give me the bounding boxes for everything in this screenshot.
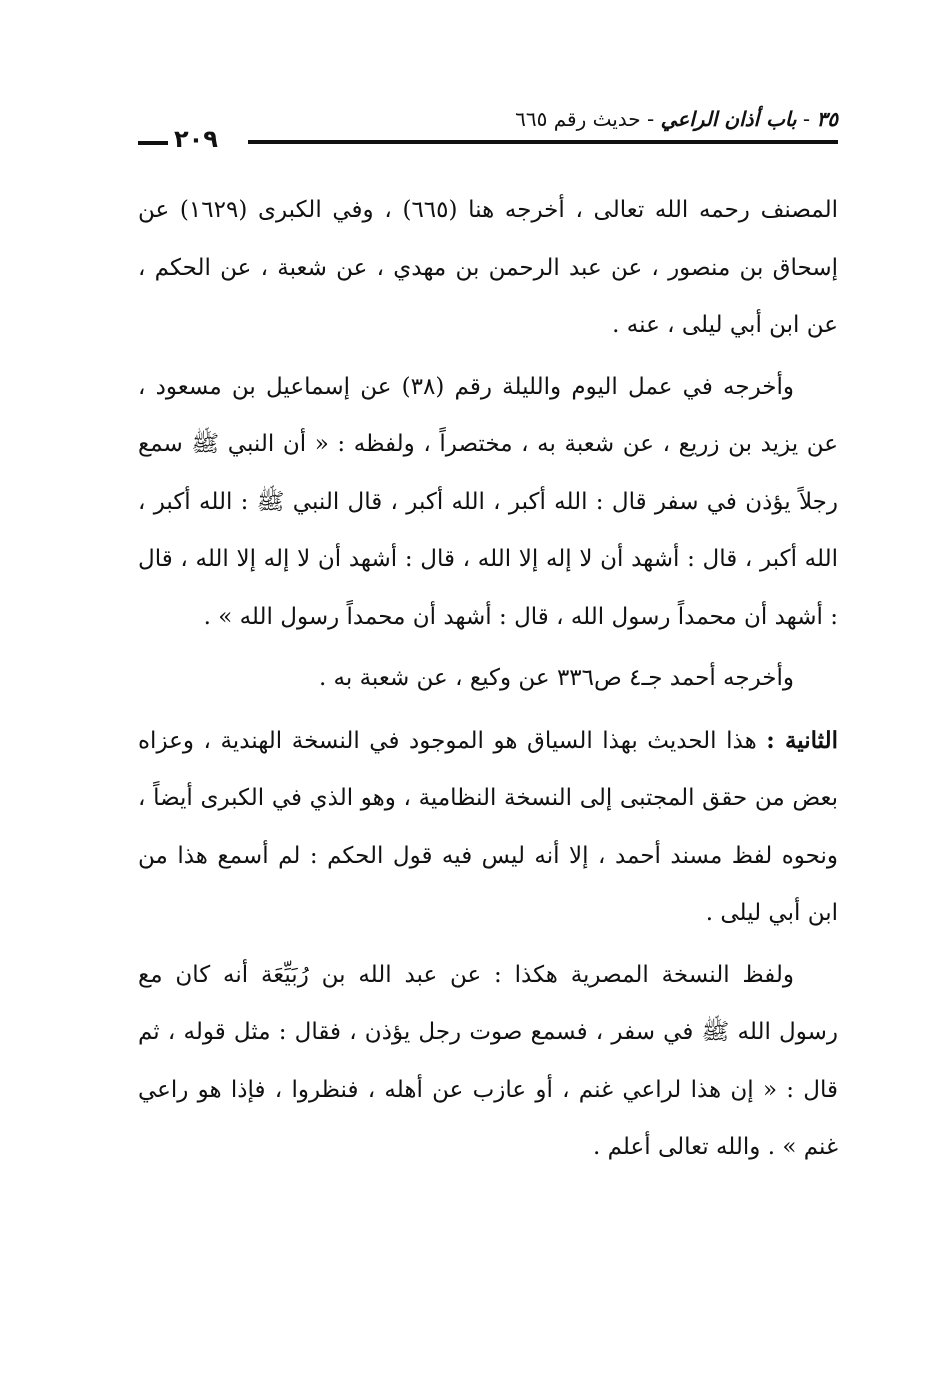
paragraph-5: ولفظ النسخة المصرية هكذا : عن عبد الله بن رُبَيِّعَة أنه كان مع رسول الله ﷺ في سفر ، فسمع صوت رجل يؤذن ، فقال : مثل قوله ، ثم قال : « إن هذا لراعي غنم ، أو عازب عن أهله ، فنظروا ، فإذا هو راعي غنم » . والله تعالى أعلم .: [138, 961, 838, 1160]
hadith-reference: حديث رقم ٦٦٥: [515, 107, 641, 131]
running-header: [138, 106, 838, 152]
paragraph-1: المصنف رحمه الله تعالى ، أخرجه هنا (٦٦٥) ، وفي الكبرى (١٦٢٩) عن إسحاق بن منصور ، عن عبد الرحمن بن مهدي ، عن شعبة ، عن الحكم ، عن ابن أبي ليلى ، عنه .: [138, 197, 838, 338]
chapter-title: باب أذان الراعي: [660, 107, 797, 131]
page-number: ٢٠٩: [174, 125, 218, 153]
header-dash: [138, 141, 168, 145]
header-rule: [248, 140, 838, 144]
paragraph-2: وأخرجه في عمل اليوم والليلة رقم (٣٨) عن إسماعيل بن مسعود ، عن يزيد بن زريع ، عن شعبة به ، مختصراً ، ولفظه : « أن النبي ﷺ سمع رجلاً يؤذن في سفر قال : الله أكبر ، الله أكبر ، قال النبي ﷺ : الله أكبر ، الله أكبر ، قال : أشهد أن لا إله إلا الله ، قال : أشهد أن لا إله إلا الله ، قال : أشهد أن محمداً رسول الله ، قال : أشهد أن محمداً رسول الله » .: [138, 373, 838, 630]
page-body: [138, 182, 838, 1181]
paragraph-4-text: هذا الحديث بهذا السياق هو الموجود في النسخة الهندية ، وعزاه بعض من حقق المجتبى إلى النسخة النظامية ، وهو الذي في الكبرى أيضاً ، ونحوه لفظ مسند أحمد ، إلا أنه ليس فيه قول الحكم : لم أسمع هذا من ابن أبي ليلى .: [138, 727, 838, 926]
second-point-label: الثانية :: [766, 726, 838, 754]
paragraph-3: وأخرجه أحمد جـ٤ ص٣٣٦ عن وكيع ، عن شعبة به .: [318, 665, 794, 691]
chapter-heading: ٣٥ - باب أذان الراعي - حديث رقم ٦٦٥: [515, 107, 838, 131]
paragraph-4: [138, 712, 838, 943]
chapter-number: ٣٥: [816, 107, 838, 131]
